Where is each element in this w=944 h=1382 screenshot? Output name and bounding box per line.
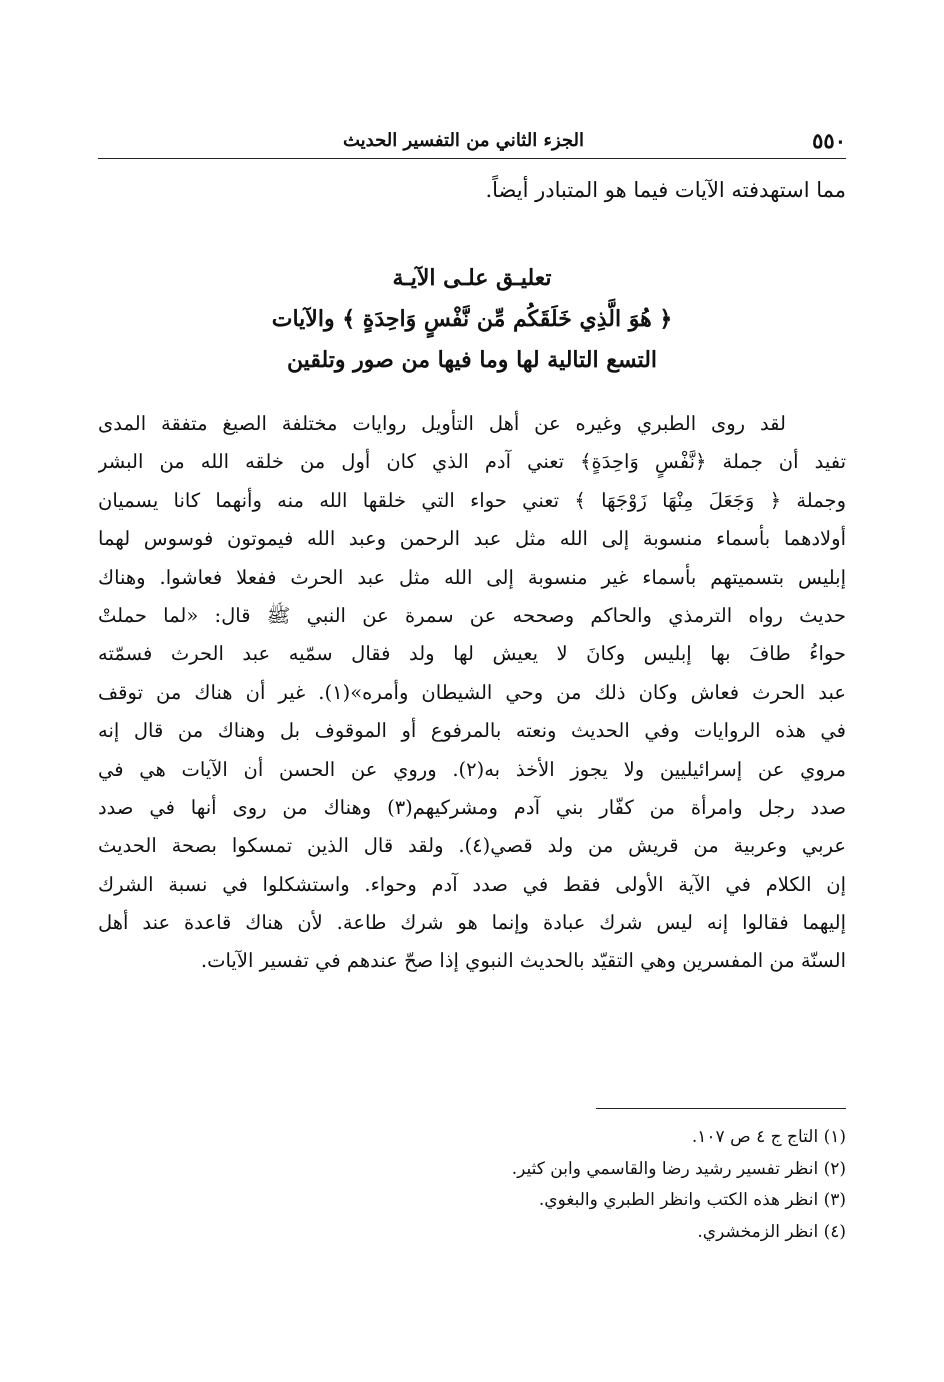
body-line: في هذه الروايات وفي الحديث ونعته بالمرفوع أو الموقوف بل وهناك من قال إنه <box>98 719 846 743</box>
continuation-line: مما استهدفته الآيات فيما هو المتبادر أيضاً. <box>485 178 846 202</box>
page-header <box>98 124 846 159</box>
body-line: السنّة من المفسرين وهي التقيّد بالحديث النبوي إذا صحّ عندهم في تفسير الآيات. <box>200 949 846 973</box>
body-line: وجملة ﴿ وَجَعَلَ مِنْهَا زَوْجَهَا ﴾ تعني حواء التي خلقها الله منه وأنهما كانا يسميان <box>98 488 846 512</box>
section-heading <box>98 258 846 381</box>
body-line: عربي وعربية من قريش من ولد قصي(٤). ولقد قال الذين تمسكوا بصحة الحديث <box>98 834 846 858</box>
body-line: حديث رواه الترمذي والحاكم وصححه عن سمرة عن النبي ﷺ قال: «لما حملتْ <box>98 603 846 627</box>
footnote-3: (٣) انظر هذه الكتب وانظر الطبري والبغوي. <box>538 1190 846 1210</box>
heading-line-2: ﴿ هُوَ الَّذِي خَلَقَكُم مِّن نَّفْسٍ وَاحِدَةٍ ﴾ والآيات <box>271 306 673 332</box>
body-line: إن الكلام في الآية الأولى فقط في صدد آدم وحواء. واستشكلوا في نسبة الشرك <box>98 872 846 896</box>
body-paragraph <box>98 405 846 981</box>
body-line: لقد روى الطبري وغيره عن أهل التأويل روايات مختلفة الصيغ متفقة المدى <box>98 412 786 435</box>
heading-line-3: التسع التالية لها وما فيها من صور وتلقين <box>286 347 658 373</box>
body-line: صدد رجل وامرأة من كفّار بني آدم ومشركيهم(٣) وهناك من روى أنها في صدد <box>98 795 846 819</box>
body-line: عبد الحرث فعاش وكان ذلك من وحي الشيطان وأمره»(١). غير أن هناك من توقف <box>98 680 846 704</box>
footnote-1: (١) التاج ج ٤ ص ١٠٧. <box>691 1127 846 1147</box>
body-line: تفيد أن جملة ﴿نَّفْسٍ وَاحِدَةٍ﴾ تعني آدم الذي كان أول من خلقه الله من البشر <box>98 450 846 474</box>
heading-line-1: تعليـق علـى الآيـة <box>392 265 552 291</box>
footnote-divider <box>596 1108 846 1109</box>
footnote-2: (٢) انظر تفسير رشيد رضا والقاسمي وابن كثير. <box>511 1158 846 1179</box>
body-line: حواءُ طافَ بها إبليس وكانَ لا يعيش لها ولد فقال سمّيه عبد الحرث فسمّته <box>98 642 846 666</box>
footnotes <box>98 1122 846 1248</box>
running-title: الجزء الثاني من التفسير الحديث <box>342 130 584 151</box>
body-line: إبليس بتسميتهم بأسماء غير منسوبة إلى الله مثل عبد الحرث ففعلا فعاشوا. وهناك <box>98 565 846 589</box>
page-number: ٥٥٠ <box>812 128 846 153</box>
body-line: إليهما فقالوا إنه ليس شرك عبادة وإنما هو شرك طاعة. لأن هناك قاعدة عند أهل <box>98 911 846 935</box>
footnote-4: (٤) انظر الزمخشري. <box>697 1221 846 1242</box>
body-line: مروي عن إسرائيليين ولا يجوز الأخذ به(٢). وروي عن الحسن أن الآيات هي في <box>98 757 846 781</box>
body-line: أولادهما بأسماء منسوبة إلى الله مثل عبد الرحمن وعبد الله فيموتون فوسوس لهما <box>98 527 846 551</box>
